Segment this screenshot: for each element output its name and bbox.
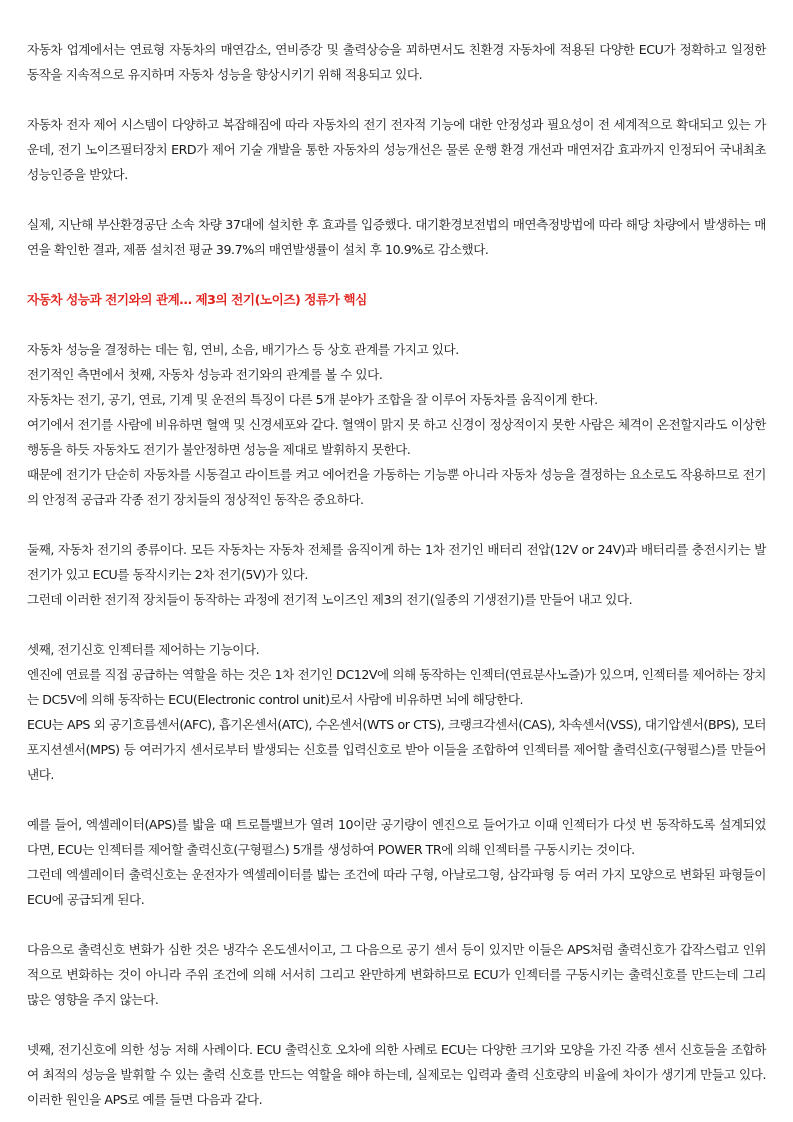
paragraph-erd-certification xyxy=(27,112,766,187)
paragraph-line: 자동차 업계에서는 연료형 자동차의 매연감소, 연비증강 및 출력상승을 꾀하면서도 친환경 자동차에 적용된 다양한 ECU가 정확하고 일정한 동작을 지속적으로 유지하며 자동차 성능을 향상시키기 위해 적용되고 있다. xyxy=(27,42,766,82)
paragraph-line: 실제, 지난해 부산환경공단 소속 차량 37대에 설치한 후 효과를 입증했다. 대기환경보전법의 매연측정방법에 따라 해당 차량에서 발생하는 매연을 확인한 결과, 제품 설치전 평균 39.7%의 매연발생률이 설치 후 10.9%로 감소했다. xyxy=(27,217,766,257)
paragraph-smoke-test xyxy=(27,212,766,262)
paragraph-line: 그런데 이러한 전기적 장치들이 동작하는 과정에 전기적 노이즈인 제3의 전기(일종의 기생전기)를 만들어 내고 있다. xyxy=(27,592,633,607)
paragraph-line: 엔진에 연료를 직접 공급하는 역할을 하는 것은 1차 전기인 DC12V에 의해 동작하는 인젝터(연료분사노즐)가 있으며, 인젝터를 제어하는 장치는 DC5V에 의해 동작하는 ECU(Electronic control unit)로서 사람에 비유하면 뇌에 해당한다. xyxy=(27,667,766,707)
paragraph-line: 때문에 전기가 단순히 자동차를 시동걸고 라이트를 켜고 에어컨을 가동하는 기능뿐 아니라 자동차 성능을 결정하는 요소로도 작용하므로 전기의 안정적 공급과 각종 전기 장치들의 정상적인 동작은 중요하다. xyxy=(27,467,766,507)
paragraph-line: 여기에서 전기를 사람에 비유하면 혈액 및 신경세포와 같다. 혈액이 맑지 못 하고 신경이 정상적이지 못한 사람은 체격이 온전할지라도 이상한 행동을 하듯 자동차도 전기가 불안정하면 성능을 제대로 발휘하지 못한다. xyxy=(27,417,766,457)
section-heading: 자동차 성능과 전기와의 관계… 제3의 전기(노이즈) 정류가 핵심 xyxy=(27,292,367,307)
paragraph-intro xyxy=(27,37,766,87)
paragraph-electric-types xyxy=(27,537,766,612)
paragraph-line: 전기적인 측면에서 첫째, 자동차 성능과 전기와의 관계를 볼 수 있다. xyxy=(27,367,383,382)
paragraph-line: 둘째, 자동차 전기의 종류이다. 모든 자동차는 자동차 전체를 움직이게 하는 1차 전기인 배터리 전압(12V or 24V)과 배터리를 충전시키는 발전기가 있고 ECU를 동작시키는 2차 전기(5V)가 있다. xyxy=(27,542,766,582)
paragraph-line: 넷째, 전기신호에 의한 성능 저해 사례이다. ECU 출력신호 오차에 의한 사례로 ECU는 다양한 크기와 모양을 가진 각종 센서 신호들을 조합하여 최적의 성능을 발휘할 수 있는 출력 신호를 만드는 역할을 해야 하는데, 실제로는 입력과 출력 신호량의 비율에 차이가 생기게 만들고 있다. 이러한 원인을 APS로 예를 들면 다음과 같다. xyxy=(27,1042,766,1107)
paragraph-performance-electric xyxy=(27,337,766,512)
paragraph-line: 예를 들어, 엑셀레이터(APS)를 밟을 때 트로틀밸브가 열려 10이란 공기량이 엔진으로 들어가고 이때 인젝터가 다섯 번 동작하도록 설계되었다면, ECU는 인젝터를 제어할 출력신호(구형펄스) 5개를 생성하여 POWER TR에 의해 인젝터를 구동시키는 것이다. xyxy=(27,817,766,857)
paragraph-line: 자동차는 전기, 공기, 연료, 기계 및 운전의 특징이 다른 5개 분야가 조합을 잘 이루어 자동차를 움직이게 한다. xyxy=(27,392,598,407)
paragraph-line: ECU는 APS 외 공기흐름센서(AFC), 흡기온센서(ATC), 수온센서(WTS or CTS), 크랭크각센서(CAS), 차속센서(VSS), 대기압센서(BPS), 모터포지션센서(MPS) 등 여러가지 센서로부터 발생되는 신호를 입력신호로 받아 이들을 조합하여 인젝터를 제어할 출력신호(구형펄스)를 만들어 낸다. xyxy=(27,717,766,782)
paragraph-line: 다음으로 출력신호 변화가 심한 것은 냉각수 온도센서이고, 그 다음으로 공기 센서 등이 있지만 이들은 APS처럼 출력신호가 갑작스럽고 인위적으로 변화하는 것이 아니라 주위 조건에 의해 서서히 그리고 완만하게 변화하므로 ECU가 인젝터를 구동시키는 출력신호를 만드는데 그리 많은 영향을 주지 않는다. xyxy=(27,942,766,1007)
paragraph-aps-example xyxy=(27,812,766,912)
paragraph-line: 자동차 성능을 결정하는 데는 힘, 연비, 소음, 배기가스 등 상호 관계를 가지고 있다. xyxy=(27,342,459,357)
paragraph-injector-control xyxy=(27,637,766,787)
paragraph-sensor-variation xyxy=(27,937,766,1012)
paragraph-line: 자동차 전자 제어 시스템이 다양하고 복잡해짐에 따라 자동차의 전기 전자적 기능에 대한 안정성과 필요성이 전 세계적으로 확대되고 있는 가운데, 전기 노이즈필터장치 ERD가 제어 기술 개발을 통한 자동차의 성능개선은 물론 운행 환경 개선과 매연저감 효과까지 인정되어 국내최초 성능인증을 받았다. xyxy=(27,117,766,182)
paragraph-signal-degradation xyxy=(27,1037,766,1112)
paragraph-line: 셋째, 전기신호 인젝터를 제어하는 기능이다. xyxy=(27,642,260,657)
paragraph-line: 그런데 엑셀레이터 출력신호는 운전자가 엑셀레이터를 밟는 조건에 따라 구형, 아날로그형, 삼각파형 등 여러 가지 모양으로 변화된 파형들이 ECU에 공급되게 된다. xyxy=(27,867,766,907)
